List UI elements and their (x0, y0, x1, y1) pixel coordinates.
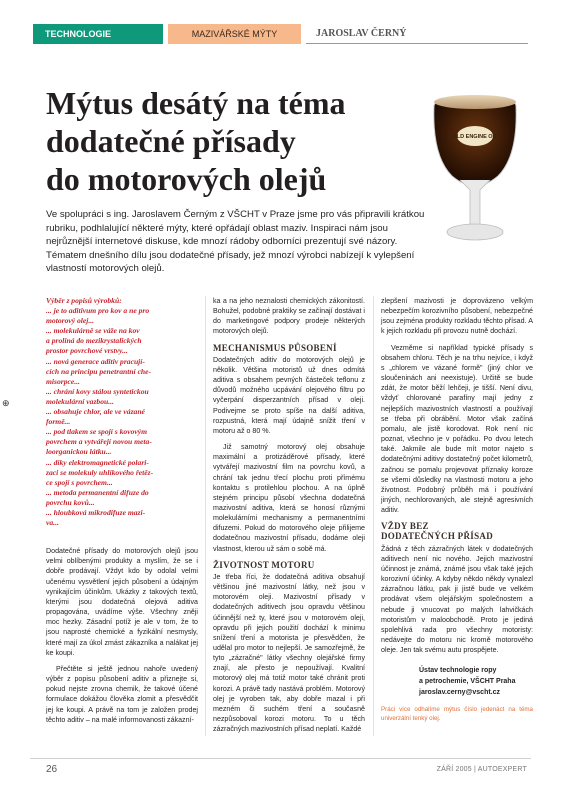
quote-line: ... nová generace aditiv pracují- (46, 356, 145, 366)
quote-line: formě... (46, 417, 71, 427)
section-heading (381, 521, 533, 541)
column-2 (213, 296, 365, 740)
body-paragraph: Je třeba říci, že dodatečná aditiva obsahují většinou jiné mazivostní látky, než jsou v motorovém oleji. Mazivostní přísady v dodatečných aditivech jsou opravdu většinou účinnější než ty, které jsou v motorovém oleji, opravdu při jejich použití dochází k minimu snížení tření a motorista je přesvědčen, že udělal pro motor to nejlepší. Je samozřejmě, že tyto „zázračné" látky všechny olejářské firmy znají, ale přesto je nepoužívají. Kvalitní motorový olej má totiž motor také chránit proti korozi. A právě tady nastává problém. Motorový olej je vyroben tak, aby dobře mazal i při mezném či suchém tření a současně nezpůsoboval korozi motoru. To u těch zázračných mazivostních přísad neplatí. Každé (213, 572, 365, 734)
quote-line: ... díky elektromagnetické polari- (46, 457, 149, 467)
body-paragraph: ka a na jeho neznalosti chemických zákonitostí. Bohužel, podobné praktiky se začínají dostávat i do marketingové podpory prodeje některých motorových olejů. (213, 297, 365, 336)
issue-label: ZÁŘÍ 2005 | AUTOEXPERT (436, 766, 527, 773)
quote-line: povrchu kovů... (46, 497, 95, 507)
body-paragraph: Již samotný motorový olej obsahuje maximální a protizáděrové přísady, které vytvářejí mazivostní film na povrchu kovů, a chrání tak jednu třecí plochu proti přímému kontaktu s protilehlou plochou. A na úplně stejném principu působí všechna dodatečná mazivostní aditiva, která se honosí různými molekulárními mechanismy a permanentními difuzemi. Pokud do motorového oleje přilijeme dodatečnou mazivostní přísadu, dodáme oleji vlastnost, kterou už sám o sobě má. (213, 443, 365, 553)
quote-line: zaci se molekuly uhlíkového řetěz- (46, 467, 154, 477)
affiliation-line: Ústav technologie ropy (419, 667, 497, 675)
column-divider (373, 296, 374, 736)
quote-line: ce spojí s povrchem... (46, 477, 113, 487)
section-heading: MECHANISMUS PŮSOBENÍ (213, 342, 337, 353)
quote-line: ... metoda permanentní difuze do (46, 487, 149, 497)
column-3 (381, 296, 533, 729)
quote-line: cích na principu penetrantní che- (46, 366, 152, 376)
quote-line: povrchem a vytvářejí novou meta- (46, 437, 152, 447)
title-line-1: Mýtus desátý na téma (46, 85, 346, 121)
body-paragraph: Přečtěte si ještě jednou nahoře uvedený výběr z popisu působení aditiv a přiznejte si, pokud nejste zrovna chemik, že takové účené formulace dokážou člověka zlomit a přesvědčit jej ke koupi. A právě na tom je založen prodej těchto aditiv – na malé informovanosti zákazní- (46, 664, 198, 724)
glass-label: OLD ENGINE OIL (452, 134, 498, 140)
title-line-3: do motorových olejů (46, 161, 327, 197)
page-number: 26 (46, 764, 58, 775)
rubric-label: MAZIVÁŘSKÉ MÝTY (168, 24, 301, 44)
quote-line: Výběr z popisů výrobků: (46, 296, 122, 305)
body-paragraph: Žádná z těch zázračných látek v dodatečných aditivech není nic nového. Jejich mazivostní účinnost je známá, známé jsou však také jejich korozivní účinky. A kdyby někdo někdy vynalezl zázračnou látku, pak ji jistě bude ve velkém prodávat všem olejářským společnostem a nebude ji vnucovat po malých lahvičkách motoristům v maloobchodě. Proto je jediná spolehlivá rada pro všechny motoristy: nedávejte do motoru nic kromě motorového oleje. Jen tak svému autu prospějete. (381, 544, 533, 655)
quote-line: motorový olej... (46, 316, 95, 326)
beer-glass-illustration (420, 78, 530, 258)
quote-line: loorganickou látku... (46, 447, 112, 457)
crop-mark-icon: ⊕ (2, 398, 10, 408)
column-divider (205, 296, 206, 736)
footer-divider (30, 758, 531, 759)
section-heading: ŽIVOTNOST MOTORU (213, 559, 315, 570)
intro-paragraph: Ve spolupráci s ing. Jaroslavem Černým z VŠCHT v Praze jsme pro vás připravili krátkou rubriku, podhlalující některé mýty, které opřádají oblast maziv. Inspiraci nám jsou nejrůznější internetové diskuse, kde mnozí rádoby odborníci prezentují své názory. Tématem dnešního dílu jsou dodatečné přísady, jež mnozí výrobci nabízejí k vylepšení vlastností motorových olejů. (46, 209, 425, 274)
body-paragraph: Dodatečných aditiv do motorových olejů je několik. Většina motoristů už dnes odmítá aditiva s obsahem pevných částeček teflonu z důvodů možného ucpávání olejového filtru po vyčerpání disperzantních přísad v oleji. Podivejme se proto spíše na další aditiva, rozpustná, která mají údajně snížit tření v motoru až o 80 %. (213, 355, 365, 435)
quote-line: ... molekulárně se váže na kov (46, 326, 140, 336)
quote-line: ... pod tlakem se spojí s kovovým (46, 427, 148, 437)
quote-line: ... obsahuje chlor, ale ve vázané (46, 407, 145, 417)
product-claims-box (46, 296, 198, 528)
affiliation-line: a petrochemie, VŠCHT Praha (419, 678, 516, 686)
quote-line: prostor povrchové vrstvy... (46, 346, 128, 356)
column-1 (46, 296, 198, 731)
quote-line: ... je to aditivum pro kov a ne pro (46, 306, 150, 316)
body-paragraph: zlepšení mazivosti je doprovázeno velkým nebezpečím korozivního působení, nebezpečné jsou zejména produkty rozkladu těchto přísad. A k jejich rozkladu při provozu nutně dochází. (381, 297, 533, 336)
body-paragraph: Vezměme si například typické přísady s obsahem chloru. Těch je na trhu nejvíce, i když s „chlorem ve vázané formě" (jiný chlor ve sloučeninách ani neexistuje). Určitě se bude zdát, že motor běží lehčeji, je tišší. Není divu, vždyť chlorované parafíny mají jedny z nejlepších mazivostních vlastností a používají se třeba při obrábění. Motor však začíná pomalu, ale jistě korodovat. Rok není nic poznat, všechno je v pořádku. Po dvou letech také. Jakmile ale bude mít motor najeto s dodatečnými aditivy dostatečný počet kilometrů, začnou se pomalu projevovat příznaky koroze se všemi důsledky na vlastnosti motoru a jeho životnost. Podobný průběh má i používání jiných, nechlorovaných, ale stejně agresivních aditiv. (381, 343, 533, 515)
next-issue-note: Práci více odhalíme mýtus číslo jedenáct na téma univerzální tenký olej. (381, 706, 533, 722)
quote-line: ... hloubková mikrodifuze mazi- (46, 507, 146, 517)
author-affiliation (419, 665, 533, 698)
body-paragraph: Dodatečné přísady do motorových olejů jsou velmi oblíbenými produkty a myslím, že se i dobře prodávají. Vždyt kdo by odolal velmi učenému vysvětlení jejich působení a údajným vynikajícím účinkům. Ukázky z takových textů, kterými jsou dodatečná olejová aditiva propagována, uvádíme výše. Všechny zněji moc hezky. Zásadní potíž je ale v tom, že to jsou naprosté chemické a fyzikální nesmysly, které mají za úkol zmást zákazníka a nalákat jej ke koupi. (46, 547, 198, 657)
section-label: TECHNOLOGIE (33, 24, 163, 44)
article-title (46, 84, 426, 198)
quote-line: molekulární vazbou... (46, 396, 114, 406)
author-name: JAROSLAV ČERNÝ (306, 24, 528, 44)
quote-line: a proliná do mezikrystalických (46, 336, 142, 346)
heading-line: DODATEČNÝCH PŘÍSAD (381, 531, 493, 542)
quote-line: misorpce... (46, 376, 80, 386)
quote-line: ... chrání kovy stálou syntetickou (46, 386, 149, 396)
heading-line: VŽDY BEZ (381, 521, 429, 532)
title-line-2: dodatečné přísady (46, 123, 296, 159)
author-email: jaroslav.cerny@vscht.cz (419, 689, 501, 697)
quote-line: va... (46, 518, 59, 528)
